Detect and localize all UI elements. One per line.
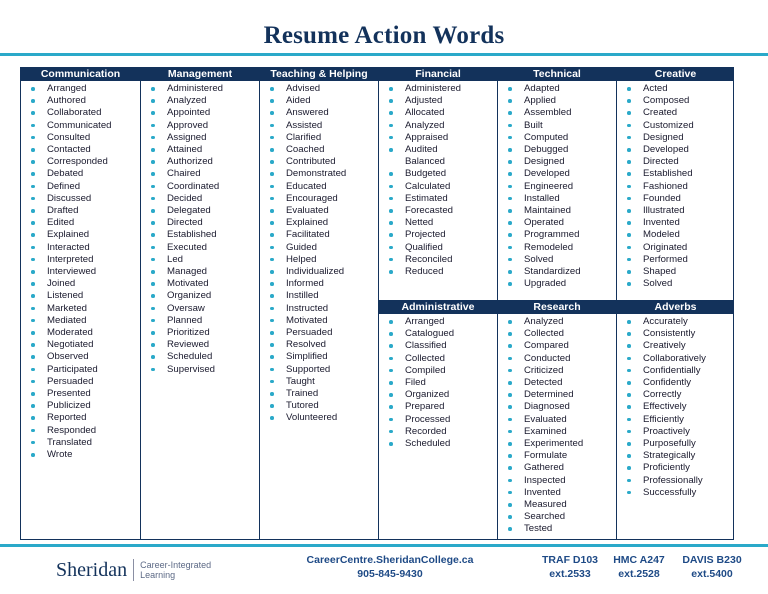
word-list: [498, 314, 616, 536]
word-item: Audited Balanced: [387, 144, 473, 168]
word-item: Accurately: [625, 316, 734, 328]
word-item: Calculated: [387, 181, 497, 193]
word-item: Reconciled: [387, 254, 497, 266]
word-list: [617, 81, 734, 290]
word-item: Resolved: [268, 339, 378, 351]
word-item: Moderated: [29, 327, 140, 339]
word-item: Catalogued: [387, 328, 497, 340]
word-item: Proficiently: [625, 462, 734, 474]
word-item: Engineered: [506, 181, 616, 193]
logo-divider: [133, 559, 134, 581]
section-adverbs: [617, 300, 734, 539]
word-item: Detected: [506, 377, 616, 389]
word-item: Compiled: [387, 365, 497, 377]
word-item: Reduced: [387, 266, 497, 278]
logo-tagline: [140, 560, 211, 580]
word-item: Contacted: [29, 144, 140, 156]
word-item: Customized: [625, 120, 734, 132]
word-item: Answered: [268, 107, 378, 119]
office-ext: ext.5400: [691, 568, 733, 580]
word-item: Advised: [268, 83, 378, 95]
word-item: Diagnosed: [506, 401, 616, 413]
section-heading: Adverbs: [617, 301, 734, 314]
word-item: Inspected: [506, 475, 616, 487]
word-item: Installed: [506, 193, 616, 205]
word-item: Determined: [506, 389, 616, 401]
word-item: Strategically: [625, 450, 734, 462]
word-item: Individualized: [268, 266, 378, 278]
word-item: Administered: [149, 83, 259, 95]
word-item: Guided: [268, 242, 378, 254]
word-item: Illustrated: [625, 205, 734, 217]
word-list: [21, 81, 140, 461]
word-item: Analyzed: [506, 316, 616, 328]
sheridan-logo: [56, 558, 211, 582]
bottom-divider: [0, 544, 768, 547]
word-item: Budgeted: [387, 168, 497, 180]
word-item: Collected: [387, 353, 497, 365]
word-item: Planned: [149, 315, 259, 327]
column-management: [140, 68, 259, 539]
word-item: Mediated: [29, 315, 140, 327]
word-item: Prepared: [387, 401, 497, 413]
word-item: Invented: [506, 487, 616, 499]
word-item: Administered: [387, 83, 497, 95]
word-item: Discussed: [29, 193, 140, 205]
word-item: Explained: [29, 229, 140, 241]
word-item: Purposefully: [625, 438, 734, 450]
word-item: Instructed: [268, 303, 378, 315]
word-item: Educated: [268, 181, 378, 193]
word-item: Reviewed: [149, 339, 259, 351]
word-table: [20, 67, 734, 540]
word-item: Organized: [149, 290, 259, 302]
word-item: Appraised: [387, 132, 497, 144]
word-item: Consulted: [29, 132, 140, 144]
word-item: Taught: [268, 376, 378, 388]
word-item: Estimated: [387, 193, 497, 205]
word-item: Qualified: [387, 242, 497, 254]
section-research: [498, 300, 616, 539]
word-item: Negotiated: [29, 339, 140, 351]
word-item: Tutored: [268, 400, 378, 412]
column-heading: Creative: [617, 68, 734, 81]
word-item: Developed: [506, 168, 616, 180]
word-item: Upgraded: [506, 278, 616, 290]
word-item: Remodeled: [506, 242, 616, 254]
word-item: Informed: [268, 278, 378, 290]
word-item: Wrote: [29, 449, 140, 461]
column-teaching-helping: [259, 68, 378, 539]
column-heading: Management: [141, 68, 259, 81]
word-item: Gathered: [506, 462, 616, 474]
word-item: Interpreted: [29, 254, 140, 266]
word-item: Encouraged: [268, 193, 378, 205]
word-item: Trained: [268, 388, 378, 400]
column-creative: [616, 68, 734, 539]
word-item: Interacted: [29, 242, 140, 254]
word-item: Facilitated: [268, 229, 378, 241]
word-item: Classified: [387, 340, 497, 352]
word-item: Adapted: [506, 83, 616, 95]
website-link[interactable]: CareerCentre.SheridanCollege.ca: [306, 554, 474, 566]
word-list: [141, 81, 259, 376]
word-item: Executed: [149, 242, 259, 254]
word-item: Scheduled: [387, 438, 497, 450]
word-item: Efficiently: [625, 414, 734, 426]
word-item: Performed: [625, 254, 734, 266]
word-item: Recorded: [387, 426, 497, 438]
word-item: Invented: [625, 217, 734, 229]
word-item: Simplified: [268, 351, 378, 363]
word-item: Defined: [29, 181, 140, 193]
contact-info: [290, 553, 490, 581]
word-item: Collaboratively: [625, 353, 734, 365]
word-item: Prioritized: [149, 327, 259, 339]
section-heading: Research: [498, 301, 616, 314]
word-item: Observed: [29, 351, 140, 363]
word-item: Directed: [149, 217, 259, 229]
word-item: Applied: [506, 95, 616, 107]
word-item: Supervised: [149, 364, 259, 376]
word-item: Created: [625, 107, 734, 119]
word-item: Debated: [29, 168, 140, 180]
word-item: Correctly: [625, 389, 734, 401]
word-item: Directed: [625, 156, 734, 168]
word-item: Clarified: [268, 132, 378, 144]
word-item: Demonstrated: [268, 168, 378, 180]
word-item: Reported: [29, 412, 140, 424]
word-item: Marketed: [29, 303, 140, 315]
word-item: Solved: [506, 254, 616, 266]
office-davis: [676, 553, 748, 581]
word-item: Managed: [149, 266, 259, 278]
word-item: Organized: [387, 389, 497, 401]
column-heading: Communication: [21, 68, 140, 81]
column-heading: Financial: [379, 68, 497, 81]
word-item: Fashioned: [625, 181, 734, 193]
office-ext: ext.2528: [618, 568, 660, 580]
word-item: Aided: [268, 95, 378, 107]
column-technical: [497, 68, 616, 539]
word-item: Forecasted: [387, 205, 497, 217]
word-item: Assigned: [149, 132, 259, 144]
word-item: Standardized: [506, 266, 616, 278]
word-item: Contributed: [268, 156, 378, 168]
word-item: Interviewed: [29, 266, 140, 278]
word-item: Projected: [387, 229, 497, 241]
word-item: Arranged: [387, 316, 497, 328]
office-traf: [535, 553, 605, 581]
word-list: [260, 81, 378, 425]
word-item: Persuaded: [29, 376, 140, 388]
word-item: Acted: [625, 83, 734, 95]
phone-number: 905-845-9430: [357, 568, 423, 580]
word-item: Edited: [29, 217, 140, 229]
word-item: Led: [149, 254, 259, 266]
page-title: Resume Action Words: [263, 22, 505, 49]
word-item: Scheduled: [149, 351, 259, 363]
word-item: Presented: [29, 388, 140, 400]
word-item: Effectively: [625, 401, 734, 413]
word-item: Maintained: [506, 205, 616, 217]
word-item: Assisted: [268, 120, 378, 132]
word-item: Consistently: [625, 328, 734, 340]
word-item: Analyzed: [387, 120, 497, 132]
word-item: Designed: [506, 156, 616, 168]
word-item: Motivated: [268, 315, 378, 327]
word-item: Professionally: [625, 475, 734, 487]
word-item: Operated: [506, 217, 616, 229]
word-item: Attained: [149, 144, 259, 156]
word-item: Chaired: [149, 168, 259, 180]
word-item: Oversaw: [149, 303, 259, 315]
logo-wordmark: Sheridan: [56, 558, 128, 581]
word-item: Volunteered: [268, 412, 378, 424]
word-item: Drafted: [29, 205, 140, 217]
word-item: Decided: [149, 193, 259, 205]
word-item: Computed: [506, 132, 616, 144]
word-item: Delegated: [149, 205, 259, 217]
word-item: Persuaded: [268, 327, 378, 339]
word-item: Solved: [625, 278, 734, 290]
word-item: Debugged: [506, 144, 616, 156]
word-item: Programmed: [506, 229, 616, 241]
word-item: Coordinated: [149, 181, 259, 193]
word-item: Criticized: [506, 365, 616, 377]
word-item: Evaluated: [268, 205, 378, 217]
word-item: Formulate: [506, 450, 616, 462]
word-list: [379, 314, 497, 450]
office-room: TRAF D103: [541, 554, 598, 566]
logo-tagline-line2: Learning: [140, 570, 176, 580]
word-item: Allocated: [387, 107, 497, 119]
word-item: Collaborated: [29, 107, 140, 119]
word-item: Evaluated: [506, 414, 616, 426]
top-divider: [0, 53, 768, 56]
word-item: Coached: [268, 144, 378, 156]
word-item: Adjusted: [387, 95, 497, 107]
office-ext: ext.2533: [549, 568, 591, 580]
word-item: Participated: [29, 364, 140, 376]
word-item: Conducted: [506, 353, 616, 365]
word-item: Helped: [268, 254, 378, 266]
section-administrative: [379, 300, 497, 539]
word-list: [379, 81, 497, 278]
word-item: Explained: [268, 217, 378, 229]
word-item: Communicated: [29, 120, 140, 132]
word-item: Founded: [625, 193, 734, 205]
word-item: Filed: [387, 377, 497, 389]
word-list: [498, 81, 616, 290]
word-item: Composed: [625, 95, 734, 107]
word-item: Arranged: [29, 83, 140, 95]
word-item: Confidently: [625, 377, 734, 389]
word-item: Appointed: [149, 107, 259, 119]
office-room: HMC A247: [613, 554, 665, 566]
word-item: Responded: [29, 425, 140, 437]
word-item: Publicized: [29, 400, 140, 412]
word-item: Motivated: [149, 278, 259, 290]
word-item: Originated: [625, 242, 734, 254]
word-item: Established: [149, 229, 259, 241]
word-item: Instilled: [268, 290, 378, 302]
word-item: Established: [625, 168, 734, 180]
word-item: Authorized: [149, 156, 259, 168]
office-hmc: [608, 553, 670, 581]
word-item: Compared: [506, 340, 616, 352]
office-room: DAVIS B230: [682, 554, 742, 566]
word-item: Examined: [506, 426, 616, 438]
word-item: Proactively: [625, 426, 734, 438]
word-item: Searched: [506, 511, 616, 523]
word-item: Built: [506, 120, 616, 132]
column-heading: Technical: [498, 68, 616, 81]
word-item: Processed: [387, 414, 497, 426]
word-item: Collected: [506, 328, 616, 340]
word-item: Corresponded: [29, 156, 140, 168]
word-item: Listened: [29, 290, 140, 302]
section-heading: Administrative: [379, 301, 497, 314]
logo-tagline-line1: Career-Integrated: [140, 560, 212, 570]
word-item: Confidentially: [625, 365, 734, 377]
word-item: Joined: [29, 278, 140, 290]
word-item: Experimented: [506, 438, 616, 450]
word-item: Translated: [29, 437, 140, 449]
column-communication: [21, 68, 140, 539]
word-list: [617, 314, 734, 499]
word-item: Supported: [268, 364, 378, 376]
word-item: Assembled: [506, 107, 616, 119]
word-item: Modeled: [625, 229, 734, 241]
word-item: Successfully: [625, 487, 734, 499]
word-item: Analyzed: [149, 95, 259, 107]
word-item: Netted: [387, 217, 497, 229]
column-heading: Teaching & Helping: [260, 68, 378, 81]
word-item: Shaped: [625, 266, 734, 278]
word-item: Measured: [506, 499, 616, 511]
word-item: Designed: [625, 132, 734, 144]
word-item: Authored: [29, 95, 140, 107]
word-item: Developed: [625, 144, 734, 156]
word-item: Tested: [506, 523, 616, 535]
word-item: Approved: [149, 120, 259, 132]
column-financial: [378, 68, 497, 539]
word-item: Creatively: [625, 340, 734, 352]
